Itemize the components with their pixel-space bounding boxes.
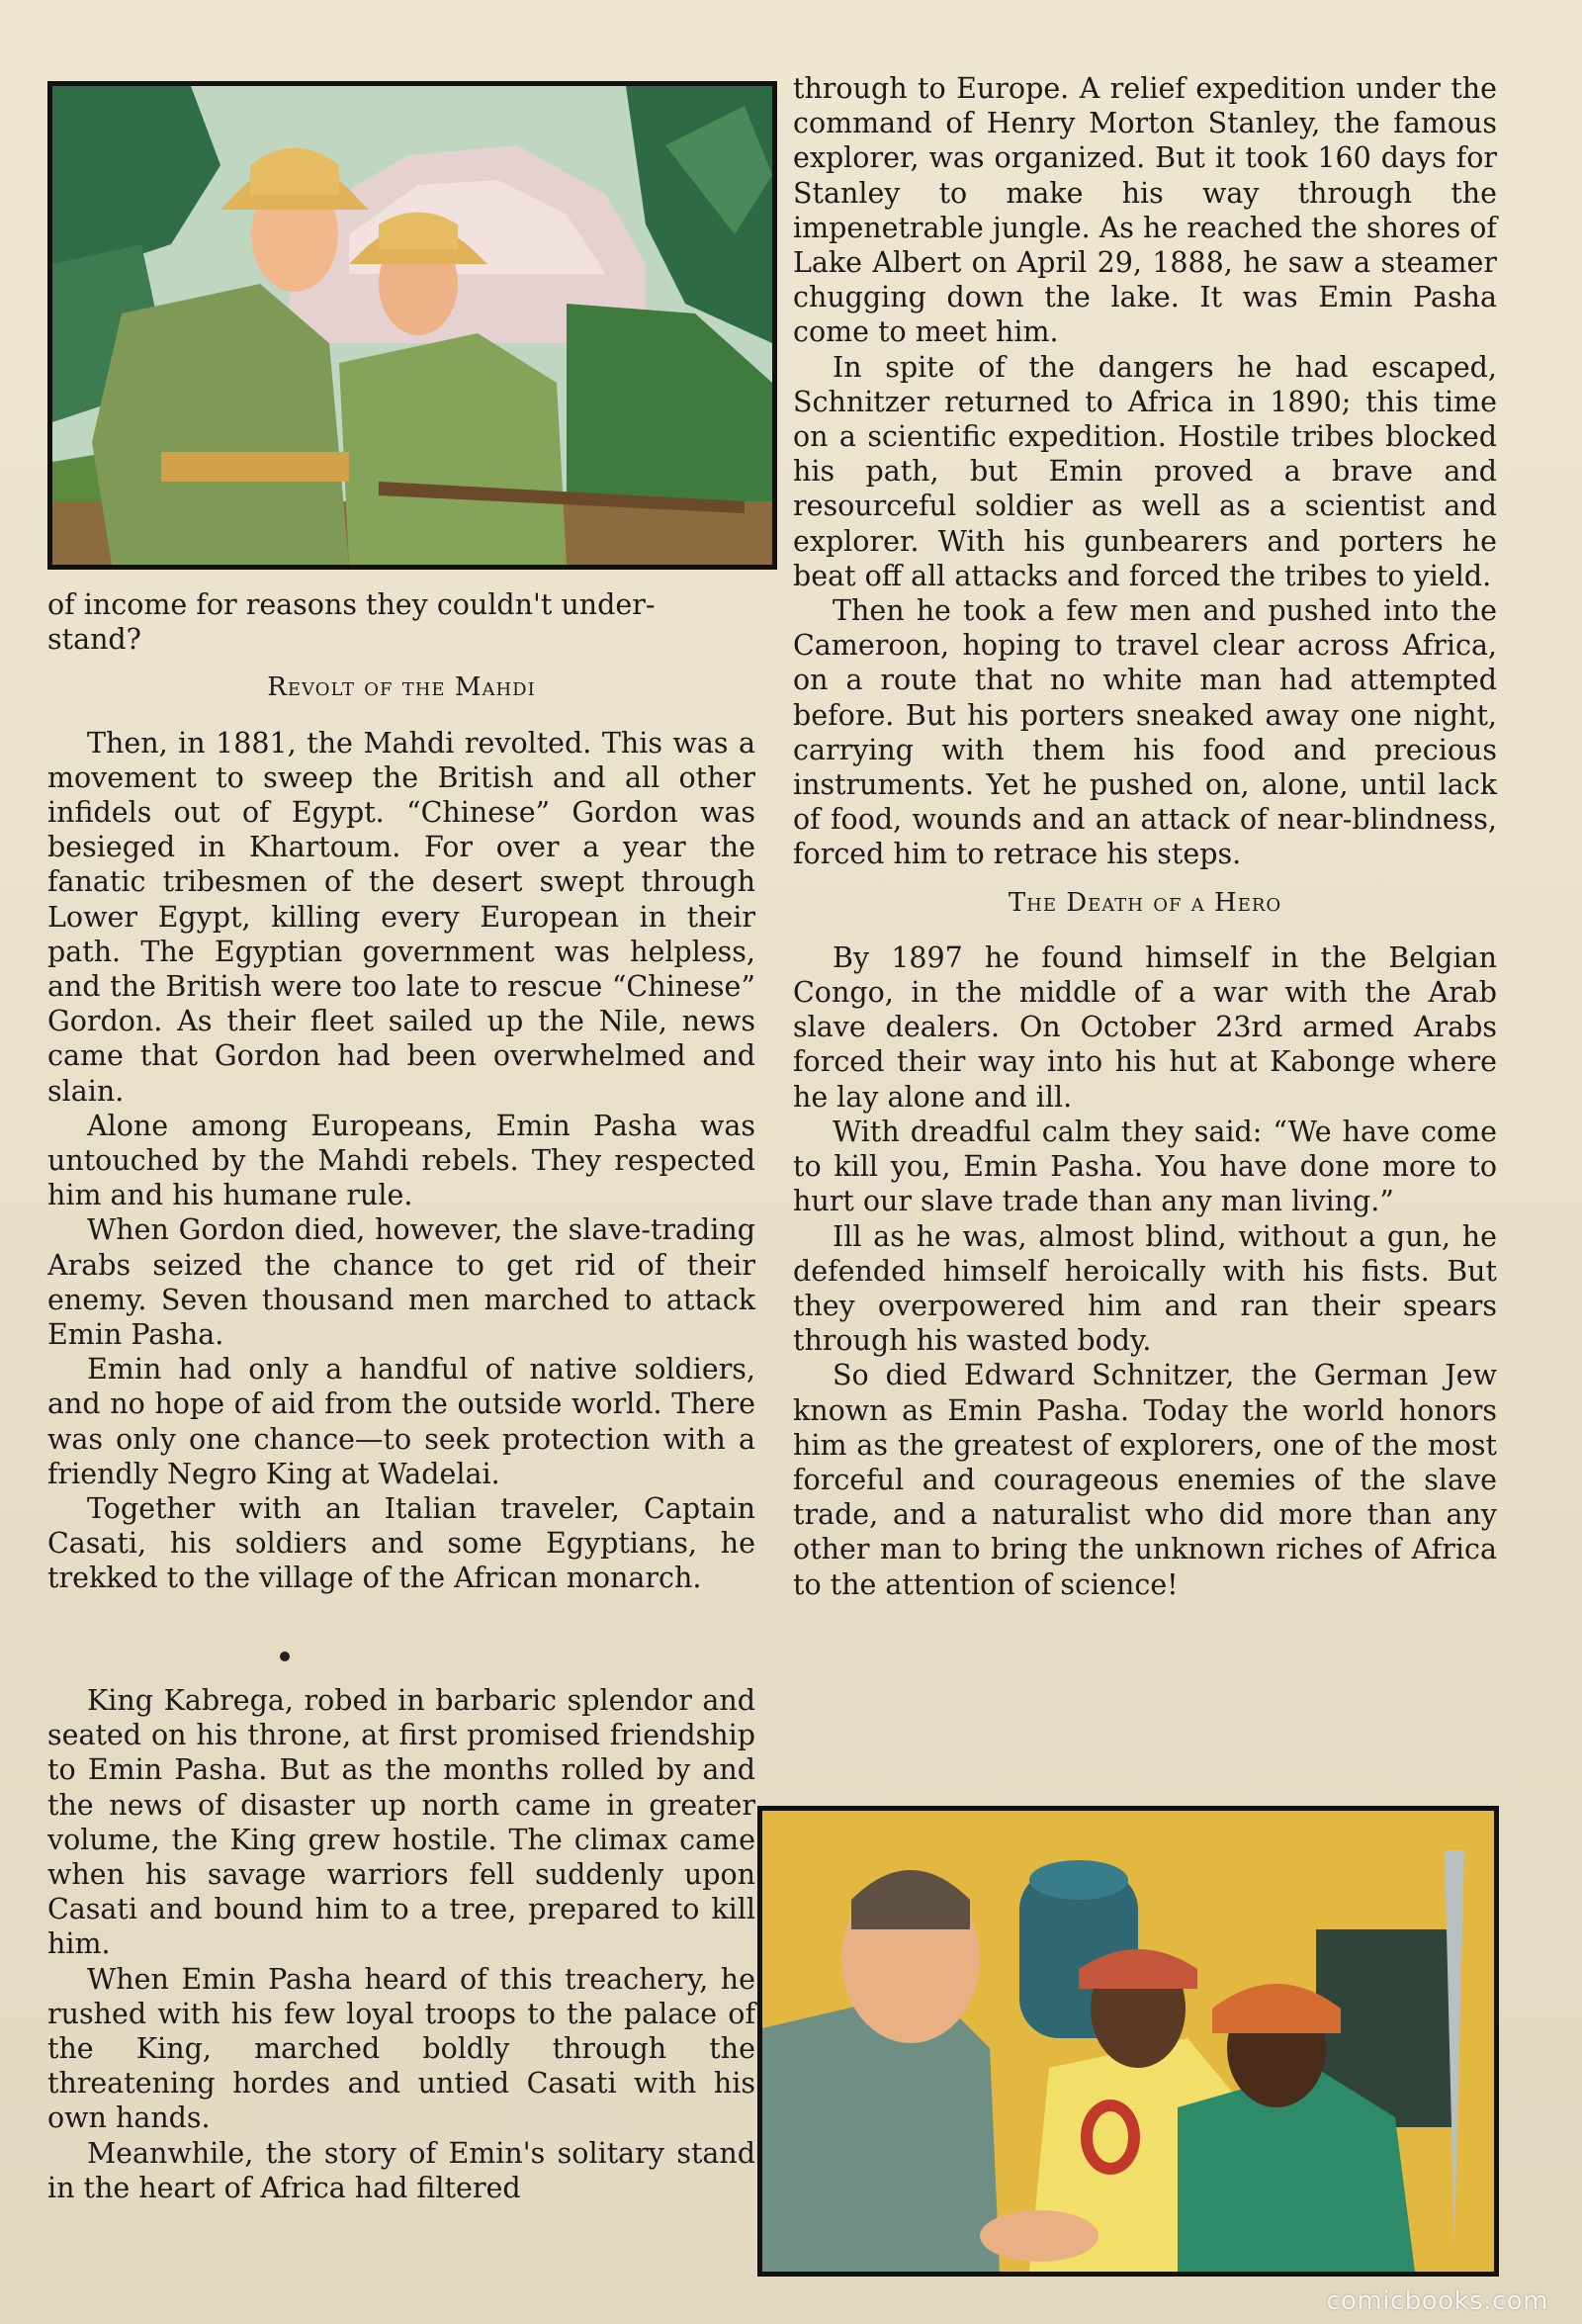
paragraph: When Emin Pasha heard of this treachery, he rushed with his few loyal troops to the palace of the King, marched boldly through the threatening hordes and untied Casati with his own hands. bbox=[47, 1962, 755, 2135]
paragraph: In spite of the dangers he had escaped, Schnitzer returned to Africa in 1890; this time on a scientific expedition. Hostile tribes blocked his path, but Emin proved a brave and resourceful soldier as well as a scientist and explorer. With his gunbearers and porters he beat off all attacks and forced the tribes to yield. bbox=[793, 350, 1497, 592]
paragraph: When Gordon died, however, the slave-trading Arabs seized the chance to get rid of their enemy. Seven thousand men marched to attack Emin Pasha. bbox=[47, 1213, 755, 1352]
illustration-death-scene bbox=[757, 1806, 1499, 2277]
heading-death-of-a-hero: The Death of a Hero bbox=[1008, 887, 1282, 918]
paragraph: Emin had only a handful of native soldiers, and no hope of aid from the outside world. There was only one chance—to seek protection with a friendly Negro King at Wadelai. bbox=[47, 1353, 755, 1490]
heading-revolt-of-the-mahdi: Revolt of the Mahdi bbox=[267, 672, 536, 703]
paragraph: Together with an Italian traveler, Captain Casati, his soldiers and some Egyptians, he trekked to the village of the African monarch. bbox=[47, 1492, 755, 1595]
right-lead-paragraph: through to Europe. A relief expedition under the command of Henry Morton Stanley, the famous explorer, was organized. But it took 160 days for Stanley to make his way through the impenetrable jungle. As he reached the shores of Lake Albert on April 29, 1888, he saw a steamer chugging down the lake. It was Emin Pasha come to meet him. bbox=[793, 72, 1497, 349]
left-column-text-lower bbox=[47, 1683, 755, 2205]
paragraph: Ill as he was, almost blind, without a gun, he defended himself heroically with his fists. But they overpowered him and ran their spears through his wasted body. bbox=[793, 1219, 1497, 1358]
paragraph: Then, in 1881, the Mahdi revolted. This was a movement to sweep the British and all other infidels out of Egypt. “Chinese” Gordon was besieged in Khartoum. For over a year the fanatic tribesmen of the desert swept through Lower Egypt, killing every European in their path. The Egyptian government was helpless, and the British were too late to rescue “Chinese” Gordon. As their fleet sailed up the Nile, news came that Gordon had been overwhelmed and slain. bbox=[47, 726, 755, 1108]
illustration-explorers-jungle bbox=[47, 81, 777, 570]
left-lead-paragraph: of income for reasons they couldn't under- stand? bbox=[47, 588, 656, 657]
left-column-text bbox=[47, 587, 755, 1596]
section-bullet bbox=[280, 1652, 290, 1661]
explorers-jungle-art bbox=[52, 86, 772, 565]
paragraph: Then he took a few men and pushed into the Cameroon, hoping to travel clear across Africa, on a route that no white man had attempted before. But his porters sneaked away one night, carrying with them his food and precious instruments. Yet he pushed on, alone, until lack of food, wounds and an attack of near-blindness, forced him to retrace his steps. bbox=[793, 594, 1497, 871]
death-scene-art bbox=[762, 1811, 1494, 2272]
paragraph: By 1897 he found himself in the Belgian Congo, in the middle of a war with the Arab slave dealers. On October 23rd armed Arabs forced their way into his hut at Kabonge where he lay alone and ill. bbox=[793, 940, 1497, 1114]
paragraph: So died Edward Schnitzer, the German Jew known as Emin Pasha. Today the world honors him as the greatest of explorers, one of the most forceful and courageous enemies of the slave trade, and a naturalist who did more than any other man to bring the unknown riches of Africa to the attention of science! bbox=[793, 1359, 1497, 1601]
site-watermark: comicbooks.com bbox=[1326, 2286, 1548, 2316]
right-column-text bbox=[793, 71, 1497, 1602]
paragraph: Alone among Europeans, Emin Pasha was untouched by the Mahdi rebels. They respected him and his humane rule. bbox=[47, 1109, 755, 1212]
paragraph: Meanwhile, the story of Emin's solitary stand in the heart of Africa had filtered bbox=[47, 2136, 755, 2204]
paragraph: King Kabrega, robed in barbaric splendor and seated on his throne, at first promised friendship to Emin Pasha. But as the months rolled by and the news of disaster up north came in greater volume, the King grew hostile. The climax came when his savage warriors fell suddenly upon Casati and bound him to a tree, prepared to kill him. bbox=[47, 1684, 755, 1961]
paragraph: With dreadful calm they said: “We have come to kill you, Emin Pasha. You have done more to hurt our slave trade than any man living.” bbox=[793, 1115, 1497, 1218]
